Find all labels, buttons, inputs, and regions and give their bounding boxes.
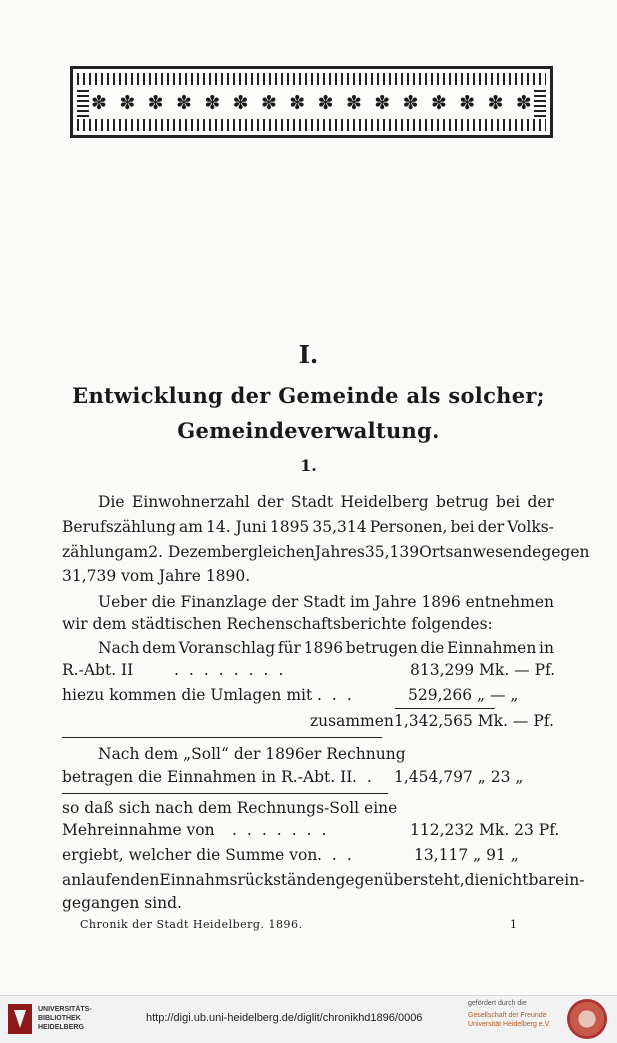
row-label: Mehreinnahme von	[62, 821, 215, 839]
chapter-title-line-1: Entwicklung der Gemeinde als solcher;	[72, 383, 545, 408]
para1-line3	[62, 542, 590, 562]
decorative-header-border	[70, 66, 553, 138]
word: Heidelberg	[340, 493, 429, 511]
ornament-band-top	[77, 73, 546, 85]
flower-ornament-icon: ✽	[147, 92, 164, 114]
ornament-band-bottom	[77, 119, 546, 131]
soll-row	[62, 766, 554, 788]
word: betrug	[436, 493, 489, 511]
total-value: 1,342,565 Mk. — Pf.	[394, 712, 554, 730]
word: Die	[98, 493, 125, 511]
page-number: 1	[510, 918, 517, 931]
ornament-side-right	[534, 89, 546, 117]
word: die	[464, 871, 489, 889]
word: Jahres	[314, 543, 365, 561]
word: entnehmen	[465, 593, 554, 611]
word: Berufszählung	[62, 518, 176, 536]
leader-dots: ..	[352, 768, 382, 786]
para4-line2: so daß sich nach dem Rechnungs-Soll eine	[62, 799, 398, 817]
para4-line4: gegangen sind.	[62, 894, 182, 912]
word: dem	[142, 639, 176, 657]
total-label: zusammen	[310, 712, 394, 730]
word: am	[178, 518, 203, 536]
word: zählung	[62, 543, 125, 561]
flower-ornament-icon: ✽	[232, 92, 249, 114]
chapter-number: I.	[298, 340, 319, 369]
running-footer-title: Chronik der Stadt Heidelberg. 1896.	[80, 918, 303, 931]
word: Ueber	[98, 593, 147, 611]
word: betrugen	[345, 639, 418, 657]
para1-line1	[62, 492, 554, 512]
word: Stadt	[290, 493, 334, 511]
word: Volks-	[507, 518, 554, 536]
flower-ornament-icon: ✽	[459, 92, 476, 114]
section-rule	[62, 737, 382, 738]
umlagen-row	[62, 684, 554, 706]
row-value: 112,232 Mk. 23 Pf.	[410, 821, 560, 839]
permalink-url[interactable]: http://digi.ub.uni-heidelberg.de/diglit/chronikhd1896/0006	[146, 1012, 423, 1024]
row-value: 813,299 Mk. — Pf.	[410, 661, 556, 679]
word: Nach	[98, 639, 140, 657]
institution-name[interactable]	[38, 1005, 92, 1032]
flower-ornament-icon: ✽	[260, 92, 277, 114]
word: Personen,	[369, 518, 448, 536]
word: an	[62, 871, 82, 889]
word: 1896	[421, 593, 461, 611]
para1-line2	[62, 517, 554, 537]
word: Finanzlage	[180, 593, 267, 611]
word: gleichen	[248, 543, 315, 561]
sponsor-label: gefördert durch die	[468, 1000, 527, 1007]
section-rule-2	[62, 793, 388, 794]
para2-line1	[62, 592, 554, 612]
word: die	[151, 593, 176, 611]
para3-line1	[62, 638, 554, 658]
row-value: 529,266 „ — „	[408, 686, 519, 704]
ornament-side-left	[77, 89, 89, 117]
word: bei	[450, 518, 475, 536]
word: 1895	[269, 518, 310, 536]
flower-ornament-icon: ✽	[345, 92, 362, 114]
word: 35,314	[312, 518, 367, 536]
word: Einnahmsrückständen	[159, 871, 336, 889]
flower-ornament-icon: ✽	[430, 92, 447, 114]
row-label: ergiebt, welcher die Summe von	[62, 846, 318, 864]
word: Ortsanwesende	[419, 543, 542, 561]
flower-ornament-icon: ✽	[119, 92, 136, 114]
row-value: 13,117 „ 91 „	[414, 846, 519, 864]
para4-line3	[62, 870, 585, 890]
word: 14. Juni	[206, 518, 267, 536]
word: 1896	[303, 639, 344, 657]
word: Einnahmen	[447, 639, 537, 657]
word: Jahre	[374, 593, 417, 611]
leader-dots: .......	[232, 821, 337, 839]
voranschlag-row	[62, 659, 554, 681]
university-seal-icon[interactable]	[567, 999, 607, 1039]
institution-line-3: HEIDELBERG	[38, 1024, 84, 1031]
word: laufenden	[81, 871, 160, 889]
para4-line1: Nach dem „Soll“ der 1896er Rechnung	[98, 745, 406, 763]
chapter-title-line-2: Gemeindeverwaltung.	[177, 418, 440, 443]
flower-ornament-icon: ✽	[515, 92, 532, 114]
word: nicht	[488, 871, 529, 889]
flower-ornament-icon: ✽	[204, 92, 221, 114]
word: bar	[528, 871, 556, 889]
word: in	[539, 639, 554, 657]
word: der	[271, 593, 299, 611]
word: gegenübersteht,	[335, 871, 465, 889]
flower-ornament-icon: ✽	[91, 92, 107, 114]
flower-ornament-icon: ✽	[289, 92, 306, 114]
sponsor-line-2: Universität Heidelberg e.V.	[468, 1021, 551, 1028]
leader-dots: ...	[317, 846, 362, 864]
row-label: betragen die Einnahmen in R.-Abt. II	[62, 768, 353, 786]
word: ein-	[555, 871, 585, 889]
institution-line-1: UNIVERSITÄTS-	[38, 1006, 92, 1013]
university-library-logo-icon[interactable]	[8, 1004, 32, 1034]
sponsor-name[interactable]	[468, 1011, 551, 1029]
viewer-footer-bar	[0, 995, 617, 1043]
word: 2. Dezember	[148, 543, 249, 561]
word: Einwohnerzahl	[131, 493, 250, 511]
sponsor-line-1: Gesellschaft der Freunde	[468, 1012, 547, 1019]
flower-ornament-icon: ✽	[317, 92, 334, 114]
flower-ornament-icon: ✽	[374, 92, 391, 114]
word: die	[420, 639, 445, 657]
word: bei	[496, 493, 521, 511]
word: Voranschlag	[178, 639, 276, 657]
word: gegen	[541, 543, 590, 561]
word: der	[257, 493, 284, 511]
word: für	[277, 639, 301, 657]
word: der	[527, 493, 554, 511]
flower-ornament-icon: ✽	[175, 92, 192, 114]
flower-ornament-icon: ✽	[402, 92, 419, 114]
para2-line2: wir dem städtischen Rechenschaftsberichte folgendes:	[62, 615, 493, 633]
leader-dots: ........	[174, 661, 294, 679]
word: Stadt	[302, 593, 346, 611]
sum-rule	[395, 708, 495, 709]
word: im	[350, 593, 370, 611]
para1-line4: 31,739 vom Jahre 1890.	[62, 567, 251, 585]
word: 35,139	[364, 543, 420, 561]
leader-dots: ...	[317, 686, 362, 704]
total-row	[62, 710, 554, 732]
summe-row	[62, 844, 554, 866]
word: der	[477, 518, 505, 536]
section-number: 1.	[300, 456, 317, 475]
ornament-flower-row	[91, 91, 532, 115]
row-label: hiezu kommen die Umlagen mit	[62, 686, 313, 704]
row-value: 1,454,797 „ 23 „	[394, 768, 524, 786]
flower-ornament-icon: ✽	[487, 92, 504, 114]
institution-line-2: BIBLIOTHEK	[38, 1015, 81, 1022]
row-label: R.-Abt. II	[62, 661, 134, 679]
word: am	[124, 543, 149, 561]
mehreinnahme-row	[62, 819, 560, 841]
